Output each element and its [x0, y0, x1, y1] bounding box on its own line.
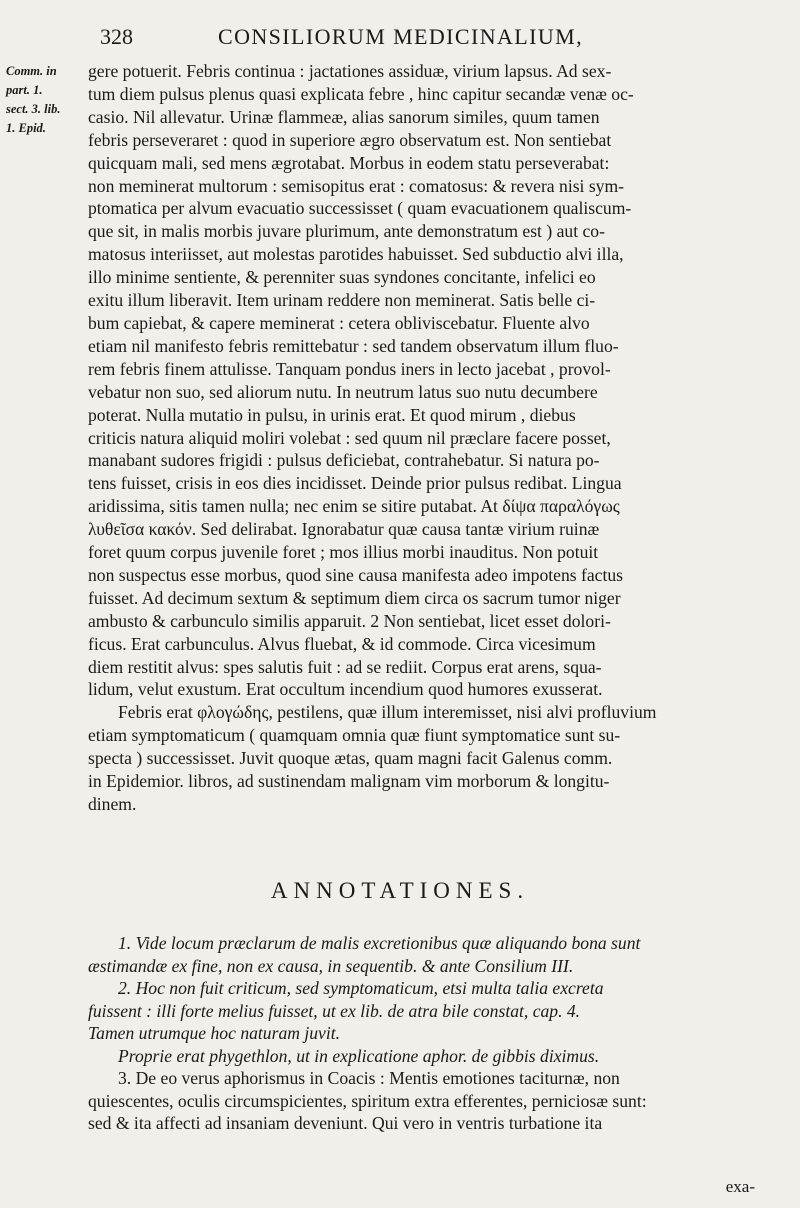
text-line: manabant sudores frigidi : pulsus deficiebat, contrahebatur. Si natura po-: [88, 450, 600, 471]
annotation-line: fuissent : illi forte melius fuisset, ut ex lib. de atra bile constat, cap. 4.: [88, 1000, 581, 1021]
text-line: lidum, velut exustum. Erat occultum incendium quod humores exusserat.: [88, 679, 603, 700]
main-text: [88, 60, 770, 816]
text-line: λυθεῖσα κακόν. Sed delirabat. Ignorabatur quæ causa tantæ virium ruinæ: [88, 519, 600, 540]
annotation-line: 3. De eo verus aphorismus in Coacis : Mentis emotiones taciturnæ, non: [118, 1068, 620, 1088]
text-line: vebatur non suo, sed aliorum nutu. In neutrum latus suo nutu decumbere: [88, 381, 598, 402]
margin-note-line: sect. 3. lib.: [6, 102, 61, 116]
text-line: aridissima, sitis tamen nulla; nec enim se sitire putabat. At δίψα παραλόγως: [88, 496, 620, 517]
text-line: etiam symptomaticum ( quamquam omnia quæ fiunt symptomatice sunt su-: [88, 725, 621, 746]
margin-note-line: 1. Epid.: [6, 121, 46, 135]
text-line: etiam nil manifesto febris remittebatur : sed tandem observatum illum fluo-: [88, 335, 619, 356]
text-line: ptomatica per alvum evacuatio successisset ( quam evacuationem qualiscum-: [88, 198, 632, 219]
annotation-line: 2. Hoc non fuit criticum, sed symptomaticum, etsi multa talia excreta: [118, 978, 604, 998]
text-line: non suspectus esse morbus, quod sine causa manifesta adeo impotens factus: [88, 564, 624, 585]
annotation-line: Proprie erat phygethlon, ut in explicatione aphor. de gibbis diximus.: [118, 1045, 600, 1066]
text-line: in Epidemior. libros, ad sustinendam malignam vim morborum & longitu-: [88, 771, 610, 792]
text-line: poterat. Nulla mutatio in pulsu, in urinis erat. Et quod mirum , diebus: [88, 404, 576, 425]
text-line: ambusto & carbunculo similis apparuit. 2 Non sentiebat, licet esset dolori-: [88, 610, 611, 631]
text-line: casio. Nil allevatur. Urinæ flammeæ, alias sanorum similes, quum tamen: [88, 106, 600, 127]
text-line: bum capiebat, & capere meminerat : cetera obliviscebatur. Fluente alvo: [88, 312, 590, 333]
margin-note: [6, 62, 84, 138]
text-line: gere potuerit. Febris continua : jactationes assiduæ, virium lapsus. Ad sex-: [88, 61, 612, 81]
annotation-line: 1. Vide locum præclarum de malis excretionibus quæ aliquando bona sunt: [118, 933, 641, 953]
annotation-line: sed & ita affecti ad insaniam deveniunt. Qui vero in ventris turbatione ita: [88, 1113, 603, 1133]
text-line: tens fuisset, crisis in eos dies incidisset. Deinde prior pulsus redibat. Lingua: [88, 473, 622, 494]
page-number: 328: [100, 24, 133, 49]
text-line: que sit, in malis morbis juvare plurimum, ante demonstratum est ) aut co-: [88, 221, 605, 242]
running-title: CONSILIORUM MEDICINALIUM,: [218, 24, 583, 49]
text-line: tum diem pulsus plenus quasi explicata febre , hinc capitur secandæ venæ oc-: [88, 83, 634, 104]
text-line: ficus. Erat carbunculus. Alvus fluebat, & id commode. Circa vicesimum: [88, 633, 596, 654]
section-heading: ANNOTATIONES.: [270, 878, 530, 903]
paragraph-start-line: Febris erat φλογώδης, pestilens, quæ illum interemisset, nisi alvi profluvium: [118, 702, 657, 723]
text-line: criticis natura aliquid moliri volebat : sed quum nil præclare facere posset,: [88, 427, 611, 448]
margin-note-line: part. 1.: [6, 83, 43, 97]
margin-note-line: Comm. in: [6, 64, 57, 78]
text-line: exitu illum liberavit. Item urinam reddere non meminerat. Satis belle ci-: [88, 290, 596, 311]
annotation-line: Tamen utrumque hoc naturam juvit.: [88, 1023, 341, 1043]
text-line: diem restitit alvus: spes salutis fuit : ad se rediit. Corpus erat arens, squa-: [88, 656, 602, 677]
text-line: dinem.: [88, 794, 137, 814]
annotations: [88, 932, 770, 1135]
text-line: febris perseveraret : quod in superiore ægro observatum est. Non sentiebat: [88, 129, 612, 150]
text-line: fuisset. Ad decimum sextum & septimum diem circa os sacrum tumor niger: [88, 587, 621, 608]
page-header: [100, 24, 660, 58]
text-line: non meminerat multorum : semisopitus erat : comatosus: & revera nisi sym-: [88, 175, 625, 196]
annotation-line: æstimandæ ex fine, non ex causa, in sequentib. & ante Consilium III.: [88, 955, 574, 976]
text-line: matosus interiisset, aut molestas parotides habuisset. Sed subductio alvi illa,: [88, 244, 624, 265]
text-line: foret quum corpus juvenile foret ; mos illius morbi inauditus. Non potuit: [88, 542, 599, 563]
text-line: specta ) successisset. Juvit quoque ætas, quam magni facit Galenus comm.: [88, 748, 613, 769]
text-line: quicquam mali, sed mens ægrotabat. Morbus in eodem statu perseverabat:: [88, 152, 610, 173]
annotation-line: quiescentes, oculis circumspicientes, spiritum extra efferentes, perniciosæ sunt:: [88, 1090, 647, 1111]
catchword: exa-: [725, 1177, 755, 1196]
text-line: illo minime sentiente, & perenniter suas syndones concitante, infelici eo: [88, 267, 596, 288]
text-line: rem febris finem attulisse. Tanquam pondus iners in lecto jacebat , provol-: [88, 358, 611, 379]
